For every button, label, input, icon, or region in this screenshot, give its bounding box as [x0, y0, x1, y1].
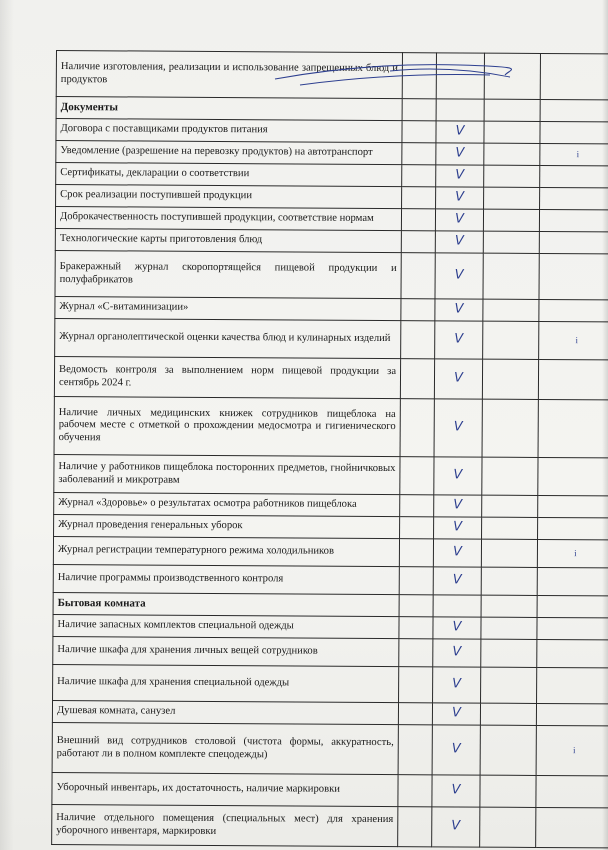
pen-tick-cell: i: [539, 321, 608, 359]
section-title: Бытовая комната: [53, 592, 399, 616]
empty-cell: [399, 639, 433, 667]
checkmark-cell: V: [432, 725, 480, 775]
empty-cell: [483, 321, 539, 359]
empty-cell: [401, 231, 435, 253]
checkmark-cell: V: [433, 567, 481, 595]
criterion-label: Наличие шкафа для хранения специальной одежды: [53, 664, 399, 702]
empty-cell: [482, 399, 538, 457]
pen-tick-cell: i: [540, 143, 608, 165]
empty-cell: [482, 517, 538, 539]
empty-cell: [402, 187, 436, 209]
empty-cell: [481, 617, 537, 639]
checkmark-cell: V: [435, 253, 483, 299]
checkmark-cell: V: [436, 143, 484, 165]
empty-cell: [399, 617, 433, 639]
checkmark-cell: V: [433, 539, 481, 567]
empty-cell: [482, 457, 538, 495]
pen-strikethrough-scribble: [270, 55, 520, 95]
section-empty-cell: [436, 99, 484, 121]
empty-cell: [398, 807, 432, 847]
criterion-label: Журнал «С-витаминизации»: [55, 296, 401, 320]
empty-cell: [401, 299, 435, 321]
checkmark-cell: V: [435, 299, 483, 321]
empty-cell: [400, 359, 434, 399]
checklist-row: [53, 636, 608, 667]
pen-tick-cell: [537, 617, 608, 639]
section-empty-cell: [433, 595, 481, 617]
checklist-row: [53, 564, 608, 595]
pen-tick-cell: [540, 121, 608, 143]
checkmark-cell: V: [434, 517, 482, 539]
criterion-label: Журнал регистрации температурного режима холодильников: [53, 536, 399, 566]
checkmark-cell: V: [433, 667, 481, 703]
checkmark-cell: V: [436, 121, 484, 143]
empty-cell: [480, 725, 536, 775]
checklist-row: [52, 804, 608, 847]
criterion-label: Доброкачественность поступившей продукции, соответствие нормам: [55, 207, 401, 231]
criterion-label: Ведомость контроля за выполнением норм пищевой продукции за сентябрь 2024 г.: [54, 356, 400, 398]
checklist-row: [55, 318, 608, 359]
empty-cell: [482, 495, 538, 517]
empty-cell: [400, 517, 434, 539]
checkmark-cell: V: [434, 359, 482, 399]
criterion-label: Срок реализации поступившей продукции: [56, 185, 402, 209]
empty-cell: [481, 667, 537, 703]
empty-cell: [484, 165, 540, 187]
checklist-row: [53, 536, 608, 567]
pen-tick-cell: [536, 807, 608, 847]
empty-cell: [480, 775, 536, 807]
empty-cell: [402, 121, 436, 143]
empty-cell: [482, 359, 538, 399]
empty-cell: [400, 399, 434, 457]
empty-cell: [480, 807, 536, 847]
empty-cell: [481, 539, 537, 567]
pen-tick-cell: [540, 165, 608, 187]
pen-tick-cell: [538, 495, 608, 517]
empty-cell: [483, 299, 539, 321]
empty-cell: [401, 321, 435, 359]
criterion-label: Душевая комната, санузел: [52, 700, 398, 724]
checkmark-cell: V: [432, 807, 480, 847]
pen-tick-cell: [540, 187, 608, 209]
pen-tick-cell: [537, 639, 608, 667]
checkmark-cell: V: [433, 617, 481, 639]
empty-cell: [480, 703, 536, 725]
empty-cell: [483, 209, 539, 231]
criterion-label: Наличие отдельного помещения (специальных мест) для хранения уборочного инвентаря, маркировки: [52, 804, 398, 846]
empty-cell: [483, 231, 539, 253]
criterion-label: Сертификаты, декларации о соответствии: [56, 163, 402, 187]
checkmark-cell: V: [434, 399, 482, 457]
checklist-row: [54, 356, 608, 399]
section-empty-cell: [537, 595, 608, 617]
pen-tick-cell: [537, 667, 608, 703]
pen-tick-cell: [539, 299, 608, 321]
empty-cell: [484, 143, 540, 165]
checklist-table: [51, 50, 608, 848]
checkmark-cell: V: [436, 187, 484, 209]
empty-cell: [398, 775, 432, 807]
pen-tick-cell: [538, 359, 608, 399]
checkmark-cell: V: [436, 165, 484, 187]
empty-cell: [399, 539, 433, 567]
empty-cell: [483, 253, 539, 299]
checkmark-cell: V: [432, 703, 480, 725]
criterion-label: Наличие личных медицинских книжек сотрудников пищеблока на рабочем месте с отметкой о прохождении медосмотра и гигиенического обучения: [54, 396, 400, 456]
checkmark-cell: V: [435, 321, 483, 359]
pen-tick-cell: [538, 517, 608, 539]
checklist-row: [53, 664, 608, 703]
page-left-shadow: [0, 0, 14, 850]
criterion-label: Наличие запасных комплектов специальной одежды: [53, 614, 399, 638]
criterion-label: Наличие шкафа для хранения личных вещей сотрудников: [53, 636, 399, 666]
pen-tick-cell: [539, 253, 608, 299]
criterion-label: Бракеражный журнал скоропортящейся пищевой продукции и полуфабрикатов: [55, 250, 401, 298]
criterion-label: Уборочный инвентарь, их достаточность, наличие маркировки: [52, 772, 398, 806]
criterion-label: Журнал проведения генеральных уборок: [54, 514, 400, 538]
empty-cell: [401, 253, 435, 299]
empty-cell: [400, 495, 434, 517]
pen-tick-cell: i: [537, 539, 608, 567]
pen-tick-cell: [538, 457, 608, 495]
pen-tick-cell: [538, 399, 608, 457]
section-title: Документы: [56, 97, 402, 121]
empty-cell: [400, 457, 434, 495]
criterion-label: Технологические карты приготовления блюд: [55, 228, 401, 252]
criterion-label: Договора с поставщиками продуктов питания: [56, 119, 402, 143]
empty-cell: [484, 121, 540, 143]
section-empty-cell: [484, 99, 540, 121]
criterion-label: Уведомление (разрешение на перевозку продуктов) на автотранспорт: [56, 141, 402, 165]
checkmark-cell: V: [435, 231, 483, 253]
pen-tick-cell: [540, 53, 608, 99]
empty-cell: [399, 667, 433, 703]
criterion-label: Наличие изготовления, реализации и использование запрещенных блюд и продуктов: [56, 51, 402, 99]
criterion-label: Наличие у работников пищеблока посторонних предметов, гнойничковых заболеваний и микротравм: [54, 454, 400, 494]
criterion-label: Журнал органолептической оценки качества блюд и кулинарных изделий: [55, 318, 401, 358]
pen-tick-cell: [537, 567, 608, 595]
empty-cell: [481, 567, 537, 595]
empty-cell: [402, 143, 436, 165]
section-empty-cell: [540, 99, 608, 121]
checklist-row: [52, 772, 608, 807]
checkmark-cell: V: [434, 457, 482, 495]
criterion-label: Журнал «Здоровье» о результатах осмотра работников пищеблока: [54, 492, 400, 516]
empty-cell: [484, 187, 540, 209]
criterion-label: Внешний вид сотрудников столовой (чистота формы, аккуратность, работают ли в полном комплекте спецодежды): [52, 722, 398, 774]
empty-cell: [398, 703, 432, 725]
criterion-label: Наличие программы производственного контроля: [53, 564, 399, 594]
empty-cell: [399, 567, 433, 595]
checklist-row: [52, 722, 608, 775]
section-empty-cell: [481, 595, 537, 617]
pen-tick-cell: [539, 209, 608, 231]
section-empty-cell: [399, 595, 433, 617]
checklist-row: [54, 454, 608, 495]
page-right-edge: [602, 0, 608, 850]
empty-cell: [401, 209, 435, 231]
empty-cell: [398, 725, 432, 775]
checkmark-cell: V: [435, 209, 483, 231]
pen-tick-cell: i: [536, 725, 608, 775]
empty-cell: [402, 165, 436, 187]
pen-tick-cell: [539, 231, 608, 253]
checklist-row: [55, 250, 608, 299]
pen-tick-cell: [536, 703, 608, 725]
pen-tick-cell: [536, 775, 608, 807]
checkmark-cell: V: [433, 639, 481, 667]
empty-cell: [481, 639, 537, 667]
checklist-row: [54, 396, 608, 457]
checkmark-cell: V: [432, 775, 480, 807]
section-empty-cell: [402, 99, 436, 121]
checkmark-cell: V: [434, 495, 482, 517]
